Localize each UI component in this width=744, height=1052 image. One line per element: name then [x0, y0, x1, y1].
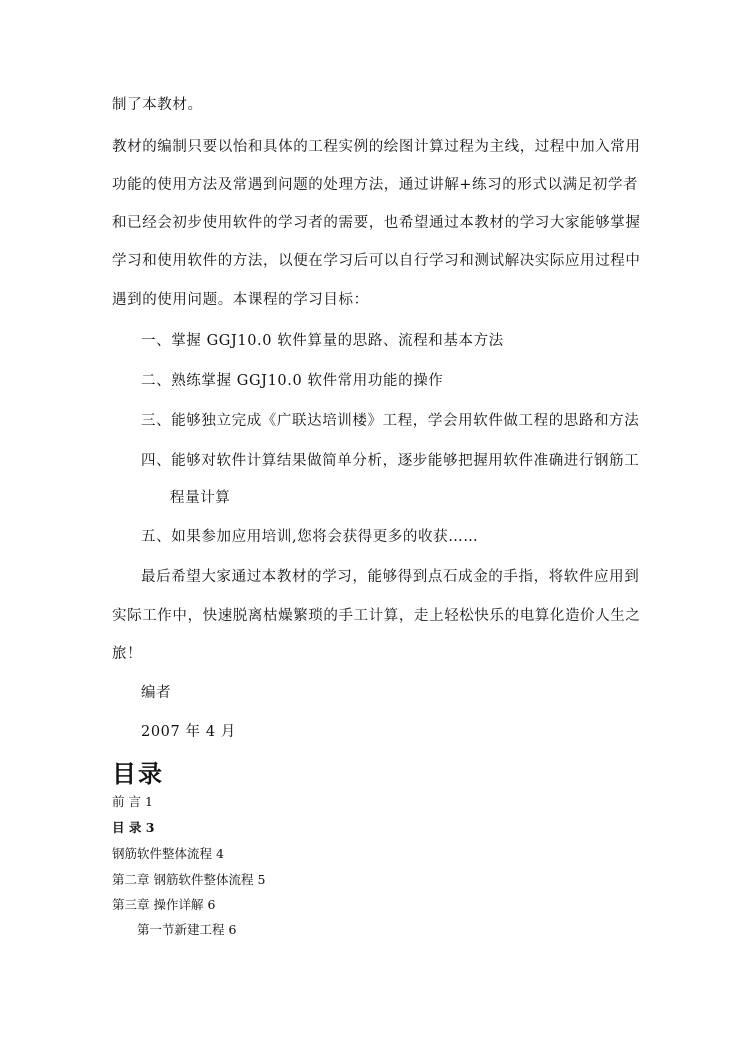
paragraph-line: 遇到的使用问题。本课程的学习目标：: [112, 292, 369, 308]
toc-item: 目 录 3: [112, 820, 155, 835]
toc-item: 第三章 操作详解 6: [112, 897, 216, 912]
closing-paragraph-line: 实际工作中，快速脱离枯燥繁琐的手工计算，走上轻松快乐的电算化造价人生之: [112, 608, 641, 624]
closing-paragraph-line: 最后希望大家通过本教材的学习，能够得到点石成金的手指，将软件应用到: [141, 569, 640, 585]
author-signature: 编者: [141, 685, 172, 701]
toc-item: 钢筋软件整体流程 4: [112, 846, 224, 861]
paragraph-line: 功能的使用方法及常遇到问题的处理方法，通过讲解+练习的形式以满足初学者: [112, 177, 639, 193]
goal-item: 三、能够独立完成《广联达培训楼》工程，学会用软件做工程的思路和方法: [141, 413, 640, 429]
paragraph-line: 教材的编制只要以怡和具体的工程实例的绘图计算过程为主线，过程中加入常用: [112, 139, 641, 155]
paragraph-line: 学习和使用软件的方法，以便在学习后可以自行学习和测试解决实际应用过程中: [112, 253, 641, 269]
goal-item: 五、如果参加应用培训,您将会获得更多的收获……: [141, 529, 479, 545]
paragraph-line: 制了本教材。: [112, 97, 203, 113]
toc-item: 前 言 1: [112, 794, 153, 809]
toc-item: 第二章 钢筋软件整体流程 5: [112, 872, 266, 887]
date-line: 2007 年 4 月: [141, 724, 236, 740]
closing-paragraph-line: 旅！: [112, 646, 143, 662]
goal-item: 一、掌握 GGJ10.0 软件算量的思路、流程和基本方法: [141, 333, 504, 349]
toc-subitem: 第一节新建工程 6: [137, 922, 237, 937]
toc-title: 目录: [112, 760, 164, 788]
goal-item: 四、能够对软件计算结果做简单分析，逐步能够把握用软件准确进行钢筋工: [141, 453, 640, 469]
paragraph-line: 和已经会初步使用软件的学习者的需要，也希望通过本教材的学习大家能够掌握: [112, 215, 641, 231]
goal-item-continuation: 程量计算: [170, 490, 231, 506]
goal-item: 二、熟练掌握 GGJ10.0 软件常用功能的操作: [141, 373, 444, 389]
